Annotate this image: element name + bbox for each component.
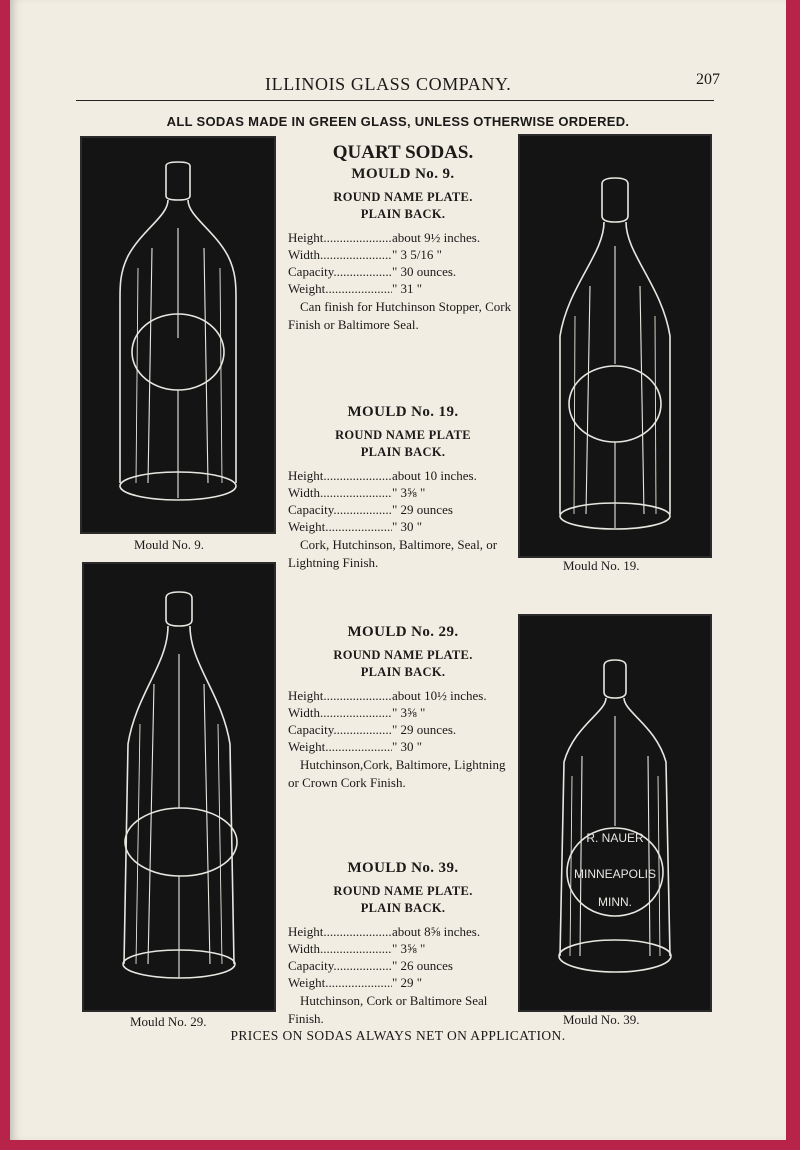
spec-label: Width .....: [288, 704, 392, 721]
mould-9-description: [288, 142, 518, 333]
catalog-page: [10, 0, 786, 1140]
header-rule: [76, 100, 714, 101]
spec-value: " 3⅝ ": [392, 705, 426, 720]
caption-mould-19: Mould No. 19.: [563, 558, 640, 573]
bottle-embossing-line-1: R. NAUER: [586, 831, 644, 845]
spec-value: " 3 5/16 ": [392, 247, 442, 262]
bottle-mould-9-drawing: [82, 138, 274, 532]
spec-label: Capacity .....: [288, 721, 392, 738]
spec-value: about 8⅝ inches.: [392, 924, 481, 939]
spec-width: [288, 484, 518, 501]
spec-label: Weight .....: [288, 738, 392, 755]
spec-label: Height .....: [288, 923, 392, 940]
spec-label: Capacity .....: [288, 501, 392, 518]
mould-title: MOULD No. 29.: [347, 624, 459, 640]
spec-weight: [288, 738, 518, 755]
mould-39-description: [288, 858, 518, 1027]
spec-weight: [288, 518, 518, 535]
spec-label: Height .....: [288, 229, 392, 246]
back-type: PLAIN BACK.: [360, 445, 446, 459]
spec-value: " 29 ": [392, 975, 423, 990]
spec-value: " 3⅝ ": [392, 485, 426, 500]
spec-label: Weight .....: [288, 974, 392, 991]
caption-mould-29: Mould No. 29.: [130, 1014, 207, 1029]
spec-capacity: [288, 721, 518, 738]
bottle-embossing-line-2: MINNEAPOLIS: [573, 867, 657, 881]
bottle-mould-29-drawing: [84, 564, 274, 1010]
caption-mould-9: Mould No. 9.: [134, 537, 205, 552]
spec-label: Weight .....: [288, 518, 392, 535]
spec-capacity: [288, 501, 518, 518]
spec-capacity: [288, 957, 518, 974]
spec-value: " 30 ": [392, 739, 423, 754]
spec-height: [288, 229, 518, 246]
spec-label: Weight .....: [288, 280, 392, 297]
plate-type: ROUND NAME PLATE.: [333, 884, 473, 898]
bottle-mould-19-drawing: [520, 136, 710, 556]
bottle-illustration-mould-39: [518, 614, 712, 1012]
spec-capacity: [288, 263, 518, 280]
spec-list: [288, 229, 518, 297]
spec-value: " 26 ounces: [392, 958, 453, 973]
bottle-embossing-line-3: MINN.: [598, 895, 632, 909]
spec-value: about 10½ inches.: [392, 688, 487, 703]
plate-type: ROUND NAME PLATE.: [333, 648, 473, 662]
finish-note: Can finish for Hutchinson Stopper, Cork Finish or Baltimore Seal.: [288, 299, 512, 332]
back-type: PLAIN BACK.: [360, 207, 446, 221]
spec-value: " 30 ": [392, 519, 423, 534]
spec-width: [288, 704, 518, 721]
back-type: PLAIN BACK.: [360, 665, 446, 679]
caption-mould-39: Mould No. 39.: [563, 1012, 640, 1027]
spec-value: " 31 ": [392, 281, 423, 296]
finish-note: Hutchinson, Cork or Baltimore Seal Finish.: [288, 993, 488, 1026]
spec-weight: [288, 974, 518, 991]
finish-note: Cork, Hutchinson, Baltimore, Seal, or Lightning Finish.: [288, 537, 498, 570]
spec-list: [288, 923, 518, 991]
spec-value: " 3⅝ ": [392, 941, 426, 956]
finish-note: Hutchinson,Cork, Baltimore, Lightning or Crown Cork Finish.: [288, 757, 506, 790]
mould-title: MOULD No. 19.: [347, 404, 459, 420]
mould-title: MOULD No. 9.: [351, 166, 455, 182]
page-number: 207: [696, 71, 720, 88]
spec-label: Width .....: [288, 246, 392, 263]
spec-list: [288, 687, 518, 755]
spec-value: " 30 ounces.: [392, 264, 457, 279]
header-title: ILLINOIS GLASS COMPANY.: [265, 74, 512, 94]
spec-list: [288, 467, 518, 535]
section-title: QUART SODAS.: [332, 142, 474, 163]
spec-label: Height .....: [288, 687, 392, 704]
spec-label: Width .....: [288, 940, 392, 957]
spec-width: [288, 940, 518, 957]
spec-height: [288, 467, 518, 484]
back-type: PLAIN BACK.: [360, 901, 446, 915]
spec-value: about 10 inches.: [392, 468, 477, 483]
spec-label: Capacity .....: [288, 957, 392, 974]
mould-19-description: [288, 402, 518, 571]
spec-height: [288, 687, 518, 704]
bottle-illustration-mould-19: [518, 134, 712, 558]
mould-title: MOULD No. 39.: [347, 860, 459, 876]
spec-width: [288, 246, 518, 263]
spec-value: " 29 ounces.: [392, 722, 457, 737]
bottle-illustration-mould-29: [82, 562, 276, 1012]
spec-value: about 9½ inches.: [392, 230, 481, 245]
spec-weight: [288, 280, 518, 297]
plate-type: ROUND NAME PLATE: [335, 428, 471, 442]
spec-label: Capacity .....: [288, 263, 392, 280]
green-glass-notice: ALL SODAS MADE IN GREEN GLASS, UNLESS OTHERWISE ORDERED.: [166, 114, 630, 129]
pricing-footer: PRICES ON SODAS ALWAYS NET ON APPLICATION.: [230, 1028, 566, 1043]
plate-type: ROUND NAME PLATE.: [333, 190, 473, 204]
bottle-mould-39-drawing: [520, 616, 710, 1010]
spec-label: Height .....: [288, 467, 392, 484]
spec-value: " 29 ounces: [392, 502, 453, 517]
mould-29-description: [288, 622, 518, 791]
spec-label: Width .....: [288, 484, 392, 501]
spec-height: [288, 923, 518, 940]
bottle-illustration-mould-9: [80, 136, 276, 534]
